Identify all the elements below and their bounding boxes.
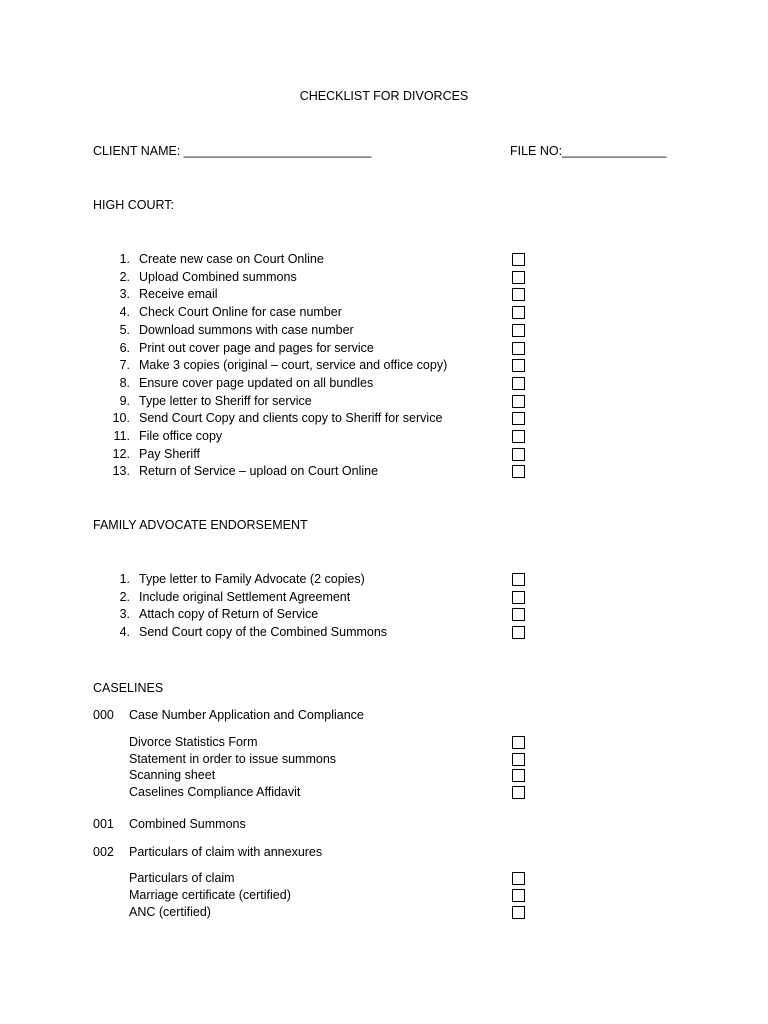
checklist-item-label: Type letter to Family Advocate (2 copies) [139,572,365,586]
item-number: 10. [112,411,130,426]
checkbox[interactable] [512,872,525,885]
section-code: 000 [93,708,114,722]
section-title: Combined Summons [129,817,246,831]
checkbox[interactable] [512,448,525,461]
checklist-item-label: Upload Combined summons [139,269,297,284]
checkbox[interactable] [512,342,525,355]
checkbox[interactable] [512,608,525,621]
checkbox[interactable] [512,889,525,902]
item-number: 4. [119,305,130,320]
item-number: 13. [112,464,130,479]
item-number: 8. [119,375,130,390]
checklist-item-label: Receive email [139,287,218,302]
checklist-item-label: Create new case on Court Online [139,252,324,266]
item-number: 4. [119,625,130,640]
section-code: 001 [93,817,114,831]
item-number: 3. [119,607,130,622]
item-number: 7. [119,358,130,373]
checklist-item-label: Return of Service – upload on Court Online [139,464,379,479]
checkbox[interactable] [512,271,525,284]
item-number: 12. [112,446,130,461]
item-number: 1. [119,572,130,586]
item-number: 2. [119,269,130,284]
high-court-heading: HIGH COURT: [93,198,175,212]
checkbox[interactable] [512,288,525,301]
checkbox[interactable] [512,786,525,799]
checklist-item-label: Send Court copy of the Combined Summons [139,625,388,640]
checklist-item-label: Include original Settlement Agreement [139,589,351,604]
checkbox[interactable] [512,753,525,766]
checklist-item-label: Particulars of claim [129,871,235,885]
checklist-item-label: Pay Sheriff [139,446,200,461]
checkbox[interactable] [512,377,525,390]
checklist-item-label: Attach copy of Return of Service [139,607,319,622]
item-number: 1. [119,252,130,266]
item-number: 11. [113,429,130,443]
checklist-item-label: Download summons with case number [139,322,354,337]
item-number: 2. [119,589,130,604]
checkbox[interactable] [512,324,525,337]
checkbox[interactable] [512,465,525,478]
item-number: 5. [119,322,130,337]
checklist-item-label: Check Court Online for case number [139,305,342,320]
item-number: 6. [119,340,130,355]
section-code: 002 [93,845,114,859]
checkbox[interactable] [512,306,525,319]
checklist-item-label: Ensure cover page updated on all bundles [139,375,374,390]
item-number: 9. [119,393,130,408]
checkbox[interactable] [512,253,525,266]
checkbox[interactable] [512,626,525,639]
checklist-item-label: Caselines Compliance Affidavit [129,785,301,800]
file-no-field: FILE NO:_______________ [510,144,667,158]
checklist-item-label: ANC (certified) [129,905,211,919]
checklist-item-label: Scanning sheet [129,768,216,783]
checkbox[interactable] [512,769,525,782]
caselines-heading: CASELINES [93,681,164,695]
checkbox[interactable] [512,359,525,372]
checkbox[interactable] [512,395,525,408]
checkbox[interactable] [512,591,525,604]
checklist-item-label: Make 3 copies (original – court, service and office copy) [139,358,448,373]
checklist-item-label: Divorce Statistics Form [129,735,258,749]
checklist-item-label: Print out cover page and pages for service [139,340,374,355]
checkbox[interactable] [512,906,525,919]
section-title: Particulars of claim with annexures [129,845,323,859]
family-advocate-heading: FAMILY ADVOCATE ENDORSEMENT [93,518,308,532]
section-title: Case Number Application and Compliance [129,708,364,722]
checklist-item-label: Type letter to Sheriff for service [139,393,312,408]
item-number: 3. [119,287,130,302]
checklist-item-label: Marriage certificate (certified) [129,888,291,902]
checkbox[interactable] [512,430,525,443]
checklist-item-label: Statement in order to issue summons [129,751,337,766]
checkbox[interactable] [512,412,525,425]
checklist-item-label: File office copy [139,429,223,443]
checkbox[interactable] [512,736,525,749]
client-name-field: CLIENT NAME: ___________________________ [93,144,372,158]
checklist-item-label: Send Court Copy and clients copy to Sheriff for service [139,411,443,426]
page-title: CHECKLIST FOR DIVORCES [299,89,469,103]
checkbox[interactable] [512,573,525,586]
